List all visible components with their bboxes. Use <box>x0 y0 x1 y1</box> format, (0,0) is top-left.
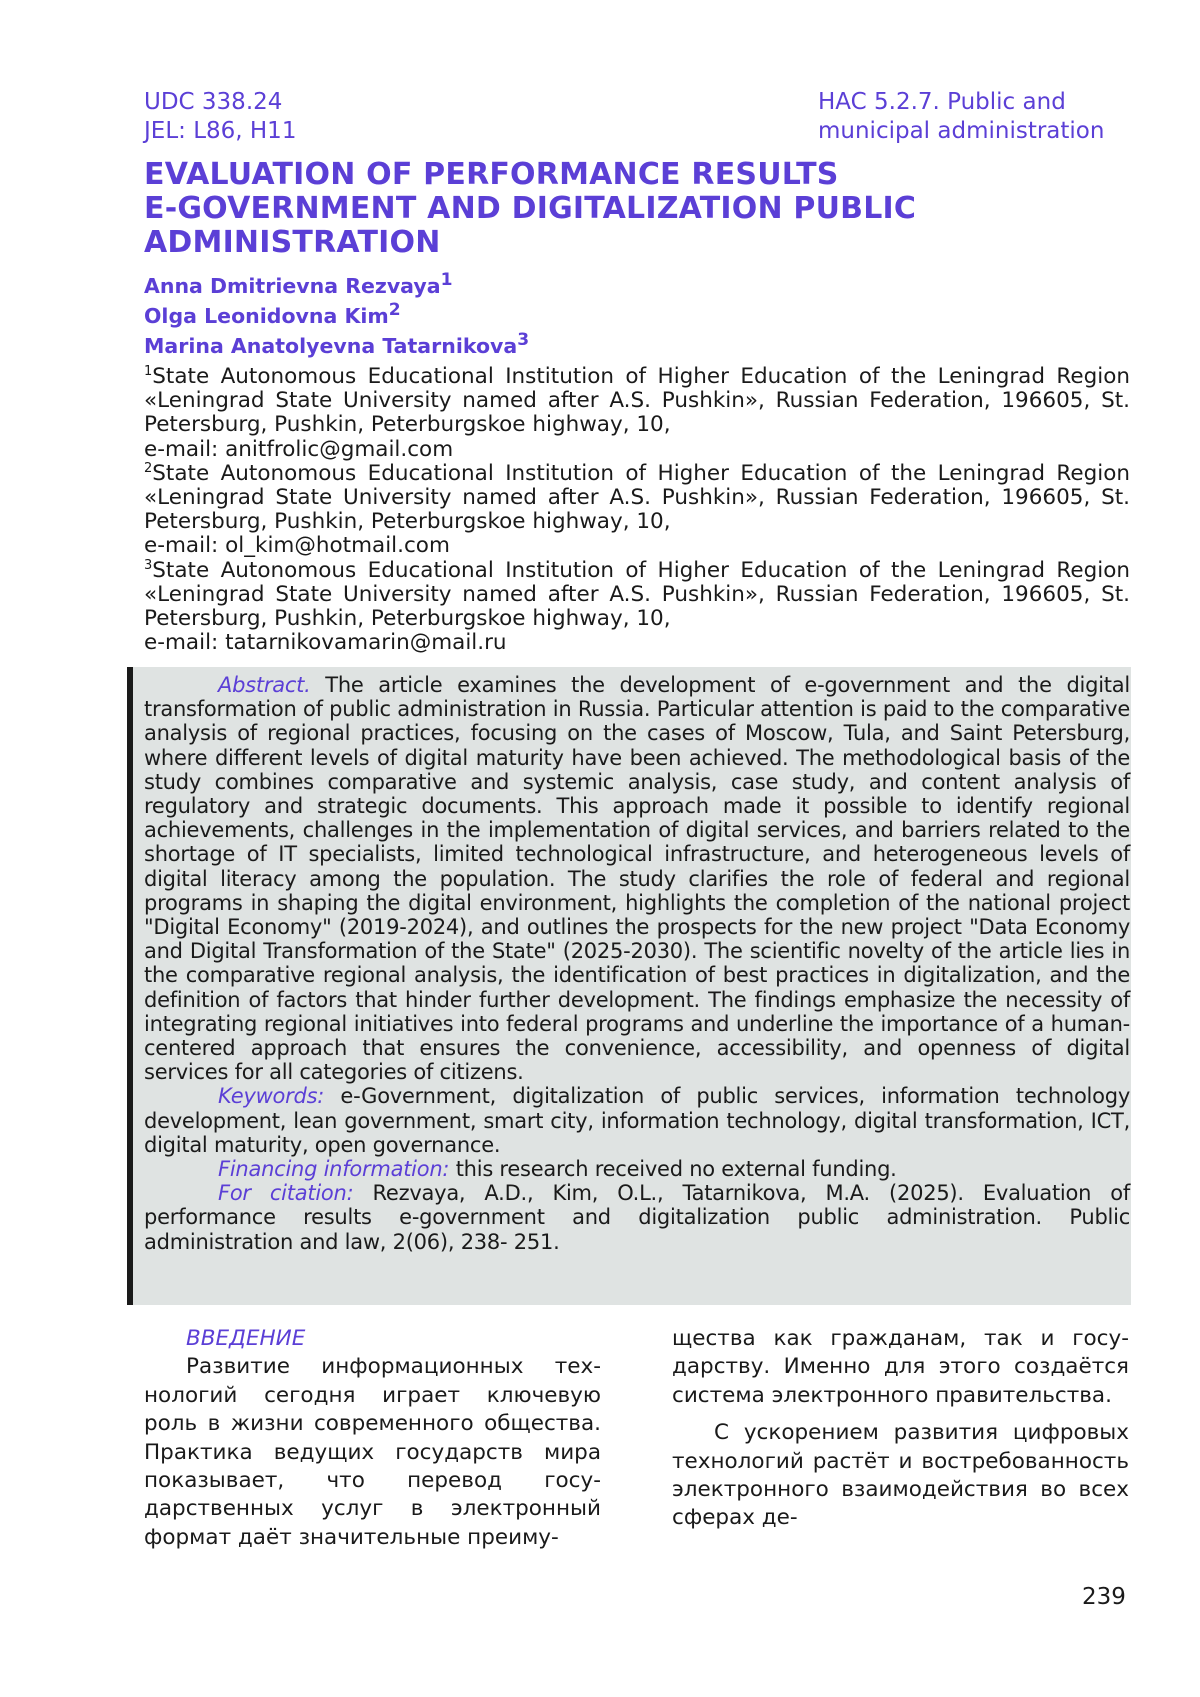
section-heading <box>144 1325 601 1353</box>
affiliation-text: State Autonomous Educational Institution of Higher Education of the Leningrad Region «Leningrad State University named after A.S. Pushkin», Russian Federation, 196605, St. Petersburg, Pushkin, Peterburgskoe highway, 10, <box>144 364 1130 437</box>
section-heading-text: ВВЕДЕНИЕ <box>186 1326 305 1351</box>
author <box>144 328 529 358</box>
author <box>144 298 529 328</box>
hac-line-1: HAC 5.2.7. Public and <box>818 88 1104 117</box>
abstract-side-bar <box>127 667 133 1305</box>
affiliation-email: e-mail: ol_kim@hotmail.com <box>144 534 1130 558</box>
citation-text: Rezvaya, A.D., Kim, O.L., Tatarnikova, M.A. (2025). Evaluation of performance results e-government and digitalization public administration. Public administration and law, 2(06), 238- 251. <box>144 1181 1130 1253</box>
abstract-label: Abstract. <box>218 673 311 697</box>
financing-text: this research received no external funding. <box>456 1157 897 1181</box>
author-sup: 1 <box>441 270 453 290</box>
title-line-1: EVALUATION OF PERFORMANCE RESULTS <box>144 158 1044 192</box>
body-paragraph-text: Развитие информационных тех­нологий сегодня играет ключевую роль в жизни современного обще­ства. Практика ведущих государств мира показывает, что перевод госу­дарственных услуг в электронный формат даёт значительные преиму- <box>144 1354 601 1549</box>
affiliation-sup: 1 <box>144 364 152 379</box>
udc-code: UDC 338.24 <box>144 88 296 117</box>
body-paragraph <box>144 1353 601 1552</box>
financing-label: Financing information: <box>218 1157 449 1181</box>
hac-line-2: municipal administration <box>818 117 1104 146</box>
affiliation <box>144 462 1130 559</box>
page-number: 239 <box>1082 1584 1126 1610</box>
affiliation-sup: 2 <box>144 461 152 476</box>
affiliation <box>144 365 1130 462</box>
abstract-box <box>127 667 1131 1305</box>
affiliation-email: e-mail: anitfrolic@gmail.com <box>144 438 1130 462</box>
author <box>144 268 529 298</box>
keywords-text: e-Government, digitalization of public services, information technology development, lean government, smart city, information technology, digital transformation, ICT, digital maturity, open governance. <box>144 1084 1130 1156</box>
body-paragraph: щества как гражданам, так и госу­дарству. Именно для этого создаётся система электронного правитель­ства. <box>672 1325 1129 1410</box>
abstract-content <box>144 673 1130 1254</box>
body-paragraph <box>672 1419 1129 1533</box>
affiliations <box>144 365 1130 655</box>
body-paragraph-text: С ускорением развития циф­ровых технологий растёт и вос­требованность электронного взаимодействия во всех сферах де- <box>672 1420 1129 1530</box>
affiliation-email: e-mail: tatarnikovamarin@mail.ru <box>144 631 1130 655</box>
hac-specialty <box>818 88 1104 146</box>
abstract-text: The article examines the development of e-government and the digital transformation of public administration in Russia. Particular attention is paid to the comparative analysis of regional practices, focusing on the cases of Moscow, Tula, and Saint Petersburg, where different levels of digital maturity have been achieved. The methodological basis of the study combines comparative and systemic analysis, case study, and content analysis of regulatory and strategic documents. This approach made it possible to identify regional achievements, challenges in the implementation of digital services, and barriers related to the shortage of IT specialists, limited technological infrastructure, and heterogeneous levels of digital literacy among the population. The study clarifies the role of federal and regional programs in shaping the digital environment, highlights the completion of the national project "Digital Economy" (2019-2024), and outlines the prospects for the new project "Data Economy and Digital Transformation of the State" (2025-2030). The scientific novelty of the article lies in the comparative regional analysis, the identification of best practices in digitalization, and the definition of factors that hinder further development. The findings emphasize the necessity of integrating regional initiatives into federal programs and underline the importance of a human-centered approach that ensures the convenience, accessibility, and openness of digital services for all categories of citizens. <box>144 673 1130 1084</box>
keywords-label: Keywords: <box>218 1084 324 1108</box>
author-sup: 3 <box>517 330 529 350</box>
affiliation-sup: 3 <box>144 557 152 572</box>
citation-paragraph <box>144 1181 1130 1254</box>
keywords-paragraph <box>144 1084 1130 1157</box>
body-column-right <box>672 1325 1129 1533</box>
affiliation <box>144 559 1130 656</box>
author-sup: 2 <box>389 300 401 320</box>
author-list <box>144 268 529 357</box>
author-name: Marina Anatolyevna Tatarnikova <box>144 333 517 357</box>
article-title <box>144 158 1044 260</box>
citation-label: For citation: <box>218 1181 353 1205</box>
title-line-3: ADMINISTRATION <box>144 226 1044 260</box>
classification-codes <box>144 88 296 146</box>
author-name: Anna Dmitrievna Rezvaya <box>144 274 441 298</box>
affiliation-text: State Autonomous Educational Institution of Higher Education of the Leningrad Region «Leningrad State University named after A.S. Pushkin», Russian Federation, 196605, St. Petersburg, Pushkin, Peterburgskoe highway, 10, <box>144 461 1130 534</box>
title-line-2: E-GOVERNMENT AND DIGITALIZATION PUBLIC <box>144 192 1044 226</box>
financing-paragraph <box>144 1157 1130 1181</box>
affiliation-text: State Autonomous Educational Institution of Higher Education of the Leningrad Region «Leningrad State University named after A.S. Pushkin», Russian Federation, 196605, St. Petersburg, Pushkin, Peterburgskoe highway, 10, <box>144 558 1130 631</box>
body-column-left <box>144 1325 601 1552</box>
author-name: Olga Leonidovna Kim <box>144 304 389 328</box>
jel-code: JEL: L86, H11 <box>144 117 296 146</box>
abstract-paragraph <box>144 673 1130 1084</box>
